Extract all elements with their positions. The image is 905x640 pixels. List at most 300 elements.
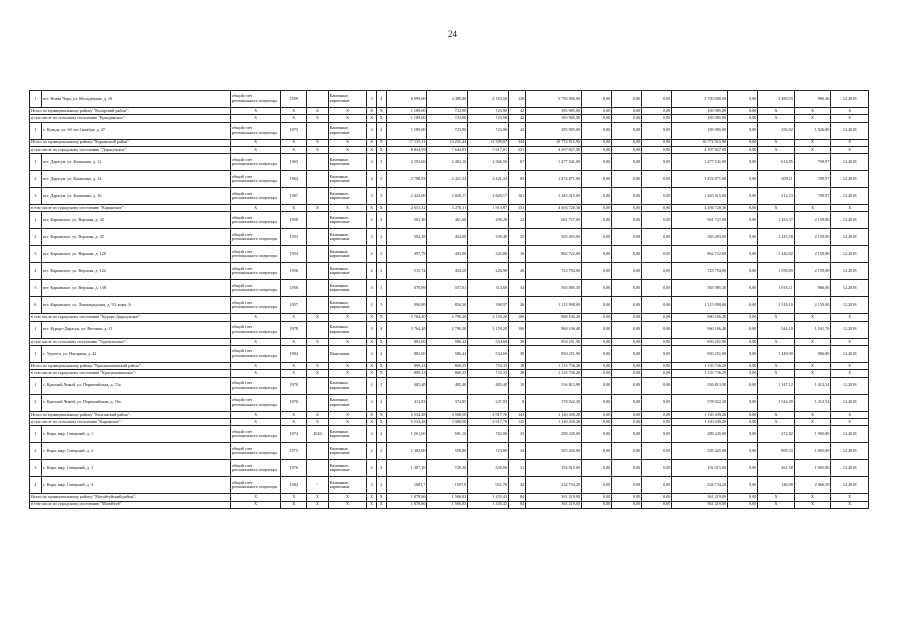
- cost-local-cell: 0,00: [642, 346, 672, 363]
- max-unit-cost-cell: X: [794, 363, 831, 370]
- cost-federal-cell: 0,00: [582, 108, 612, 115]
- residential-area-cell: 2 917,70: [468, 411, 509, 418]
- residents-cell: 151: [509, 205, 526, 212]
- house-row: [30, 229, 869, 246]
- year-built-cell: 1975: [281, 443, 307, 460]
- entrances-cell: X: [376, 363, 386, 370]
- item-number-cell: 3: [30, 460, 42, 477]
- cost-other-cell: 0,00: [728, 280, 758, 297]
- year-built-cell: X: [281, 501, 307, 508]
- residents-cell: 231: [509, 146, 526, 153]
- cost-local-cell: 0,00: [642, 154, 672, 171]
- unit-cost-cell: 1 449,90: [758, 346, 795, 363]
- year-built-cell: 1958: [281, 212, 307, 229]
- cost-total-cell: 1 120 439,20: [526, 418, 582, 425]
- total-area-cell: 1 189,00: [386, 115, 427, 122]
- cost-federal-cell: 0,00: [582, 370, 612, 377]
- cost-regional-cell: 0,00: [612, 418, 642, 425]
- max-unit-cost-cell: 709,97: [794, 188, 831, 205]
- residential-area-cell: 343,80: [468, 246, 509, 263]
- year-built-cell: X: [281, 370, 307, 377]
- cost-local-cell: 0,00: [642, 363, 672, 370]
- fund-account-cell: X: [230, 115, 280, 122]
- house-row: [30, 460, 869, 477]
- item-number-cell: 6: [30, 297, 42, 314]
- cost-owners-cell: 185 985,00: [672, 108, 728, 115]
- deadline-cell: X: [831, 411, 869, 418]
- cost-federal-cell: 0,00: [582, 263, 612, 280]
- fund-account-cell: общий счет регионального оператора: [230, 297, 280, 314]
- entrances-cell: 4: [376, 321, 386, 338]
- cost-owners-cell: 1 477 541,00: [672, 154, 728, 171]
- fund-account-cell: общий счет регионального оператора: [230, 229, 280, 246]
- deadline-cell: 12.2018: [831, 297, 869, 314]
- floors-cell: 2: [367, 246, 377, 263]
- house-row: [30, 246, 869, 263]
- floors-cell: 2: [367, 346, 377, 363]
- year-built-cell: 1964: [281, 171, 307, 188]
- unit-cost-cell: X: [758, 363, 795, 370]
- cost-federal-cell: 0,00: [582, 494, 612, 501]
- deadline-cell: 12.2018: [831, 443, 869, 460]
- wall-material-cell: X: [328, 314, 367, 321]
- fund-account-cell: общий счет регионального оператора: [230, 394, 280, 411]
- cost-local-cell: 0,00: [642, 394, 672, 411]
- cost-regional-cell: 0,00: [612, 501, 642, 508]
- subtotal-label: в том числе по сельскому поселению "Кирчиское":: [30, 418, 231, 425]
- cost-owners-cell: 1 135 736,20: [672, 370, 728, 377]
- cost-owners-cell: 192 015,00: [672, 460, 728, 477]
- fund-account-cell: X: [230, 139, 280, 146]
- cost-regional-cell: 0,00: [612, 146, 642, 153]
- residential-area-cell: 314,69: [468, 280, 509, 297]
- floors-cell: X: [367, 139, 377, 146]
- house-row: [30, 212, 869, 229]
- cost-local-cell: 0,00: [642, 501, 672, 508]
- cost-other-cell: 0,00: [728, 171, 758, 188]
- year-built-cell: 1978: [281, 321, 307, 338]
- residential-area-cell: 2 820,17: [468, 188, 509, 205]
- floors-cell: 4: [367, 171, 377, 188]
- cost-owners-cell: 185 985,00: [672, 122, 728, 139]
- living-area-cell: 723,90: [427, 115, 468, 122]
- wall-material-cell: X: [328, 363, 367, 370]
- floors-cell: 2: [367, 477, 377, 494]
- deadline-cell: 12.2018: [831, 212, 869, 229]
- residents-cell: 26: [509, 297, 526, 314]
- fund-account-cell: общий счет регионального оператора: [230, 122, 280, 139]
- living-area-cell: 586,42: [427, 346, 468, 363]
- item-number-cell: 1: [30, 154, 42, 171]
- cost-total-cell: 1 474 871,00: [526, 171, 582, 188]
- fund-account-cell: X: [230, 411, 280, 418]
- entrances-cell: X: [376, 205, 386, 212]
- cost-other-cell: 0,00: [728, 443, 758, 460]
- cost-local-cell: 0,00: [642, 171, 672, 188]
- entrances-cell: X: [376, 370, 386, 377]
- deadline-cell: X: [831, 146, 869, 153]
- unit-cost-cell: 512,53: [758, 188, 795, 205]
- max-unit-cost-cell: X: [794, 205, 831, 212]
- address-cell: с. Кира, мкр. Северный, д. 2: [41, 443, 230, 460]
- year-repaired-cell: -: [307, 477, 328, 494]
- cost-total-cell: 862 722,00: [526, 246, 582, 263]
- cost-federal-cell: 0,00: [582, 171, 612, 188]
- floors-cell: X: [367, 338, 377, 345]
- max-unit-cost-cell: 2 066,50: [794, 477, 831, 494]
- cost-local-cell: 0,00: [642, 122, 672, 139]
- wall-material-cell: X: [328, 108, 367, 115]
- year-built-cell: X: [281, 411, 307, 418]
- cost-local-cell: 0,00: [642, 91, 672, 108]
- year-built-cell: 1967: [281, 188, 307, 205]
- cost-owners-cell: 661 727,00: [672, 212, 728, 229]
- fund-account-cell: общий счет регионального оператора: [230, 91, 280, 108]
- deadline-cell: 12.2018: [831, 426, 869, 443]
- year-built-cell: 1954: [281, 246, 307, 263]
- fund-account-cell: общий счет регионального оператора: [230, 280, 280, 297]
- year-built-cell: X: [281, 146, 307, 153]
- subtotal-label: в том числе по сельскому поселению "Куандинское":: [30, 115, 231, 122]
- cost-regional-cell: 0,00: [612, 91, 642, 108]
- residents-cell: 42: [509, 115, 526, 122]
- living-area-cell: 1 566,03: [427, 494, 468, 501]
- wall-material-cell: Каменные, кирпичные: [328, 394, 367, 411]
- residents-cell: 84: [509, 494, 526, 501]
- floors-cell: 3: [367, 91, 377, 108]
- total-area-cell: 3 764,20: [386, 314, 427, 321]
- cost-federal-cell: 0,00: [582, 297, 612, 314]
- residential-area-cell: 247,93: [468, 394, 509, 411]
- address-cell: пгт. Курорт-Дарасун, ул. Ветлина, д. 11: [41, 321, 230, 338]
- entrances-cell: X: [376, 338, 386, 345]
- address-cell: пгт. Новая Чара, ул. Молодёжная, д. 16: [41, 91, 230, 108]
- unit-cost-cell: X: [758, 139, 795, 146]
- living-area-cell: 557,01: [427, 280, 468, 297]
- cost-other-cell: 0,00: [728, 297, 758, 314]
- subtotal-row: [30, 501, 869, 508]
- floors-cell: 2: [367, 297, 377, 314]
- cost-regional-cell: 0,00: [612, 122, 642, 139]
- total-area-cell: 1 189,00: [386, 122, 427, 139]
- wall-material-cell: X: [328, 370, 367, 377]
- max-unit-cost-cell: 2 159,00: [794, 263, 831, 280]
- year-repaired-cell: X: [307, 205, 328, 212]
- cost-regional-cell: 0,00: [612, 115, 642, 122]
- year-repaired-cell: [307, 377, 328, 394]
- unit-cost-cell: X: [758, 418, 795, 425]
- floors-cell: X: [367, 363, 377, 370]
- deadline-cell: 12.2018: [831, 171, 869, 188]
- cost-local-cell: 0,00: [642, 370, 672, 377]
- cost-total-cell: 850 251,90: [526, 346, 582, 363]
- residents-cell: 106: [509, 314, 526, 321]
- year-repaired-cell: X: [307, 338, 328, 345]
- cost-local-cell: 0,00: [642, 188, 672, 205]
- wall-material-cell: X: [328, 418, 367, 425]
- living-area-cell: 14 231,44: [427, 139, 468, 146]
- cost-local-cell: 0,00: [642, 205, 672, 212]
- deadline-cell: 12.2018: [831, 188, 869, 205]
- cost-owners-cell: 556 813,90: [672, 377, 728, 394]
- entrances-cell: 2: [376, 426, 386, 443]
- item-number-cell: 4: [30, 477, 42, 494]
- entrances-cell: X: [376, 139, 386, 146]
- year-repaired-cell: [307, 188, 328, 205]
- cost-total-cell: 556 813,90: [526, 377, 582, 394]
- cost-federal-cell: 0,00: [582, 338, 612, 345]
- year-repaired-cell: [307, 212, 328, 229]
- residential-area-cell: 534,69: [468, 346, 509, 363]
- wall-material-cell: Каменные, кирпичные: [328, 443, 367, 460]
- cost-regional-cell: 0,00: [612, 477, 642, 494]
- cost-total-cell: 4 494 720,30: [526, 205, 582, 212]
- address-cell: с. Кира, мкр. Северный, д. 3: [41, 460, 230, 477]
- floors-cell: X: [367, 501, 377, 508]
- item-number-cell: 4: [30, 263, 42, 280]
- fund-account-cell: общий счет регионального оператора: [230, 460, 280, 477]
- year-built-cell: 1957: [281, 297, 307, 314]
- unit-cost-cell: X: [758, 338, 795, 345]
- residents-cell: 30: [509, 346, 526, 363]
- year-repaired-cell: [307, 394, 328, 411]
- residential-area-cell: 530,00: [468, 460, 509, 477]
- entrances-cell: X: [376, 146, 386, 153]
- cost-regional-cell: 0,00: [612, 246, 642, 263]
- cost-federal-cell: 0,00: [582, 321, 612, 338]
- residents-cell: 18: [509, 363, 526, 370]
- cost-regional-cell: 0,00: [612, 171, 642, 188]
- address-cell: пгт. Карымское, ул. Верхняя, д. 138: [41, 280, 230, 297]
- house-row: [30, 91, 869, 108]
- year-repaired-cell: [307, 321, 328, 338]
- floors-cell: X: [367, 146, 377, 153]
- deadline-cell: 12.2018: [831, 280, 869, 297]
- cost-local-cell: 0,00: [642, 477, 672, 494]
- deadline-cell: 12.2018: [831, 154, 869, 171]
- living-area-cell: 485,40: [427, 377, 468, 394]
- deadline-cell: X: [831, 338, 869, 345]
- living-area-cell: 454,00: [427, 229, 468, 246]
- entrances-cell: 2: [376, 246, 386, 263]
- cost-regional-cell: 0,00: [612, 443, 642, 460]
- cost-owners-cell: 1 120 439,20: [672, 418, 728, 425]
- year-repaired-cell: X: [307, 108, 328, 115]
- subtotal-row: [30, 146, 869, 153]
- residential-area-cell: 485,40: [468, 377, 509, 394]
- cost-regional-cell: 0,00: [612, 297, 642, 314]
- fund-account-cell: общий счет регионального оператора: [230, 212, 280, 229]
- residential-area-cell: 733,33: [468, 363, 509, 370]
- wall-material-cell: Каменные, кирпичные: [328, 246, 367, 263]
- cost-regional-cell: 0,00: [612, 321, 642, 338]
- floors-cell: 2: [367, 212, 377, 229]
- wall-material-cell: X: [328, 205, 367, 212]
- max-unit-cost-cell: 2 159,00: [794, 229, 831, 246]
- residents-cell: 10: [509, 377, 526, 394]
- house-row: [30, 377, 869, 394]
- living-area-cell: 2 790,20: [427, 321, 468, 338]
- unit-cost-cell: 272,82: [758, 426, 795, 443]
- fund-account-cell: X: [230, 108, 280, 115]
- residential-area-cell: 723,90: [468, 108, 509, 115]
- residents-cell: 106: [509, 321, 526, 338]
- unit-cost-cell: 1 558,89: [758, 263, 795, 280]
- fund-account-cell: общий счет регионального оператора: [230, 477, 280, 494]
- max-unit-cost-cell: X: [794, 108, 831, 115]
- entrances-cell: 2: [376, 122, 386, 139]
- wall-material-cell: Каменные, кирпичные: [328, 154, 367, 171]
- total-area-cell: 1 189,00: [386, 108, 427, 115]
- subtotal-label: Итого по муниципальному району "Каларский район":: [30, 108, 231, 115]
- year-repaired-cell: X: [307, 115, 328, 122]
- deadline-cell: X: [831, 115, 869, 122]
- total-area-cell: 3 764,20: [386, 321, 427, 338]
- cost-owners-cell: 1 135 736,20: [672, 363, 728, 370]
- cost-other-cell: 0,00: [728, 501, 758, 508]
- cost-federal-cell: 0,00: [582, 377, 612, 394]
- cost-other-cell: 0,00: [728, 139, 758, 146]
- year-repaired-cell: X: [307, 314, 328, 321]
- year-built-cell: X: [281, 108, 307, 115]
- year-repaired-cell: [307, 229, 328, 246]
- total-area-cell: 899,23: [386, 370, 427, 377]
- total-area-cell: 679,89: [386, 280, 427, 297]
- address-cell: с. Куанда, ул. 60 лет Октября, д. 47: [41, 122, 230, 139]
- living-area-cell: 2 403,10: [427, 154, 468, 171]
- subtotal-label: Итого по муниципальному району "Карымский район":: [30, 139, 231, 146]
- floors-cell: 2: [367, 443, 377, 460]
- total-area-cell: 413,83: [386, 394, 427, 411]
- cost-total-cell: 234 734,20: [526, 477, 582, 494]
- subtotal-row: [30, 338, 869, 345]
- living-area-cell: 723,90: [427, 122, 468, 139]
- cost-total-cell: 723 794,00: [526, 263, 582, 280]
- cost-federal-cell: 0,00: [582, 188, 612, 205]
- total-area-cell: 1 878,66: [386, 501, 427, 508]
- cost-local-cell: 0,00: [642, 443, 672, 460]
- wall-material-cell: X: [328, 146, 367, 153]
- deadline-cell: 12.2018: [831, 377, 869, 394]
- year-repaired-cell: [307, 246, 328, 263]
- total-area-cell: 1 387,20: [386, 460, 427, 477]
- fund-account-cell: общий счет регионального оператора: [230, 263, 280, 280]
- cost-owners-cell: 4 397 827,00: [672, 146, 728, 153]
- year-built-cell: 1963: [281, 154, 307, 171]
- cost-total-cell: 565 493,00: [526, 229, 582, 246]
- total-area-cell: 899,23: [386, 363, 427, 370]
- entrances-cell: 3: [376, 171, 386, 188]
- living-area-cell: 374,85: [427, 394, 468, 411]
- cost-total-cell: 1 135 736,20: [526, 363, 582, 370]
- cost-total-cell: 185 985,00: [526, 108, 582, 115]
- cost-federal-cell: 0,00: [582, 154, 612, 171]
- unit-cost-cell: 1 544,49: [758, 394, 795, 411]
- year-built-cell: X: [281, 314, 307, 321]
- residents-cell: 34: [509, 443, 526, 460]
- cost-other-cell: 0,00: [728, 377, 758, 394]
- year-built-cell: X: [281, 139, 307, 146]
- deadline-cell: X: [831, 418, 869, 425]
- cost-total-cell: 5 750 000,00: [526, 91, 582, 108]
- max-unit-cost-cell: X: [794, 146, 831, 153]
- unit-cost-cell: X: [758, 115, 795, 122]
- subtotal-row: [30, 108, 869, 115]
- fund-account-cell: общий счет регионального оператора: [230, 346, 280, 363]
- cost-owners-cell: 1 115 998,00: [672, 297, 728, 314]
- living-area-cell: 493,00: [427, 246, 468, 263]
- cost-other-cell: 0,00: [728, 91, 758, 108]
- residents-cell: 42: [509, 122, 526, 139]
- fund-account-cell: X: [230, 494, 280, 501]
- entrances-cell: 4: [376, 91, 386, 108]
- living-area-cell: 586,42: [427, 338, 468, 345]
- total-area-cell: 1 878,66: [386, 494, 427, 501]
- cost-federal-cell: 0,00: [582, 460, 612, 477]
- cost-owners-cell: 4 494 720,30: [672, 205, 728, 212]
- cost-local-cell: 0,00: [642, 212, 672, 229]
- cost-total-cell: 960 106,40: [526, 314, 582, 321]
- cost-owners-cell: 960 106,40: [672, 321, 728, 338]
- cost-total-cell: 1 445 415,00: [526, 188, 582, 205]
- wall-material-cell: Каменные, кирпичные: [328, 212, 367, 229]
- cost-local-cell: 0,00: [642, 146, 672, 153]
- living-area-cell: 2 790,20: [427, 314, 468, 321]
- address-cell: с. Красный Чикой, ул. Первомайская, д. 72а: [41, 377, 230, 394]
- cost-local-cell: 0,00: [642, 494, 672, 501]
- max-unit-cost-cell: X: [794, 411, 831, 418]
- year-built-cell: 1953: [281, 229, 307, 246]
- total-area-cell: 2 592,66: [386, 154, 427, 171]
- max-unit-cost-cell: 960,46: [794, 91, 831, 108]
- floors-cell: X: [367, 205, 377, 212]
- year-repaired-cell: [307, 346, 328, 363]
- cost-federal-cell: 0,00: [582, 146, 612, 153]
- total-area-cell: 8 834,59: [386, 146, 427, 153]
- cost-federal-cell: 0,00: [582, 91, 612, 108]
- house-row: [30, 346, 869, 363]
- wall-material-cell: Каменные, кирпичные: [328, 280, 367, 297]
- year-repaired-cell: [307, 280, 328, 297]
- cost-local-cell: 0,00: [642, 411, 672, 418]
- living-area-cell: 559,80: [427, 443, 468, 460]
- entrances-cell: X: [376, 411, 386, 418]
- item-number-cell: 2: [30, 443, 42, 460]
- unit-cost-cell: 614,85: [758, 154, 795, 171]
- year-repaired-cell: [307, 297, 328, 314]
- cost-regional-cell: 0,00: [612, 370, 642, 377]
- house-row: [30, 280, 869, 297]
- floors-cell: 2: [367, 394, 377, 411]
- cost-regional-cell: 0,00: [612, 280, 642, 297]
- item-number-cell: 1: [30, 91, 42, 108]
- residents-cell: 42: [509, 108, 526, 115]
- living-area-cell: 461,60: [427, 212, 468, 229]
- max-unit-cost-cell: X: [794, 370, 831, 377]
- year-repaired-cell: X: [307, 418, 328, 425]
- unit-cost-cell: X: [758, 370, 795, 377]
- cost-owners-cell: 862 722,00: [672, 246, 728, 263]
- floors-cell: X: [367, 108, 377, 115]
- living-area-cell: 3 588,50: [427, 418, 468, 425]
- cost-federal-cell: 0,00: [582, 346, 612, 363]
- residents-cell: 26: [509, 263, 526, 280]
- residents-cell: 16: [509, 246, 526, 263]
- unit-cost-cell: 609,11: [758, 171, 795, 188]
- cost-other-cell: 0,00: [728, 146, 758, 153]
- subtotal-row: [30, 314, 869, 321]
- residential-area-cell: 733,33: [468, 370, 509, 377]
